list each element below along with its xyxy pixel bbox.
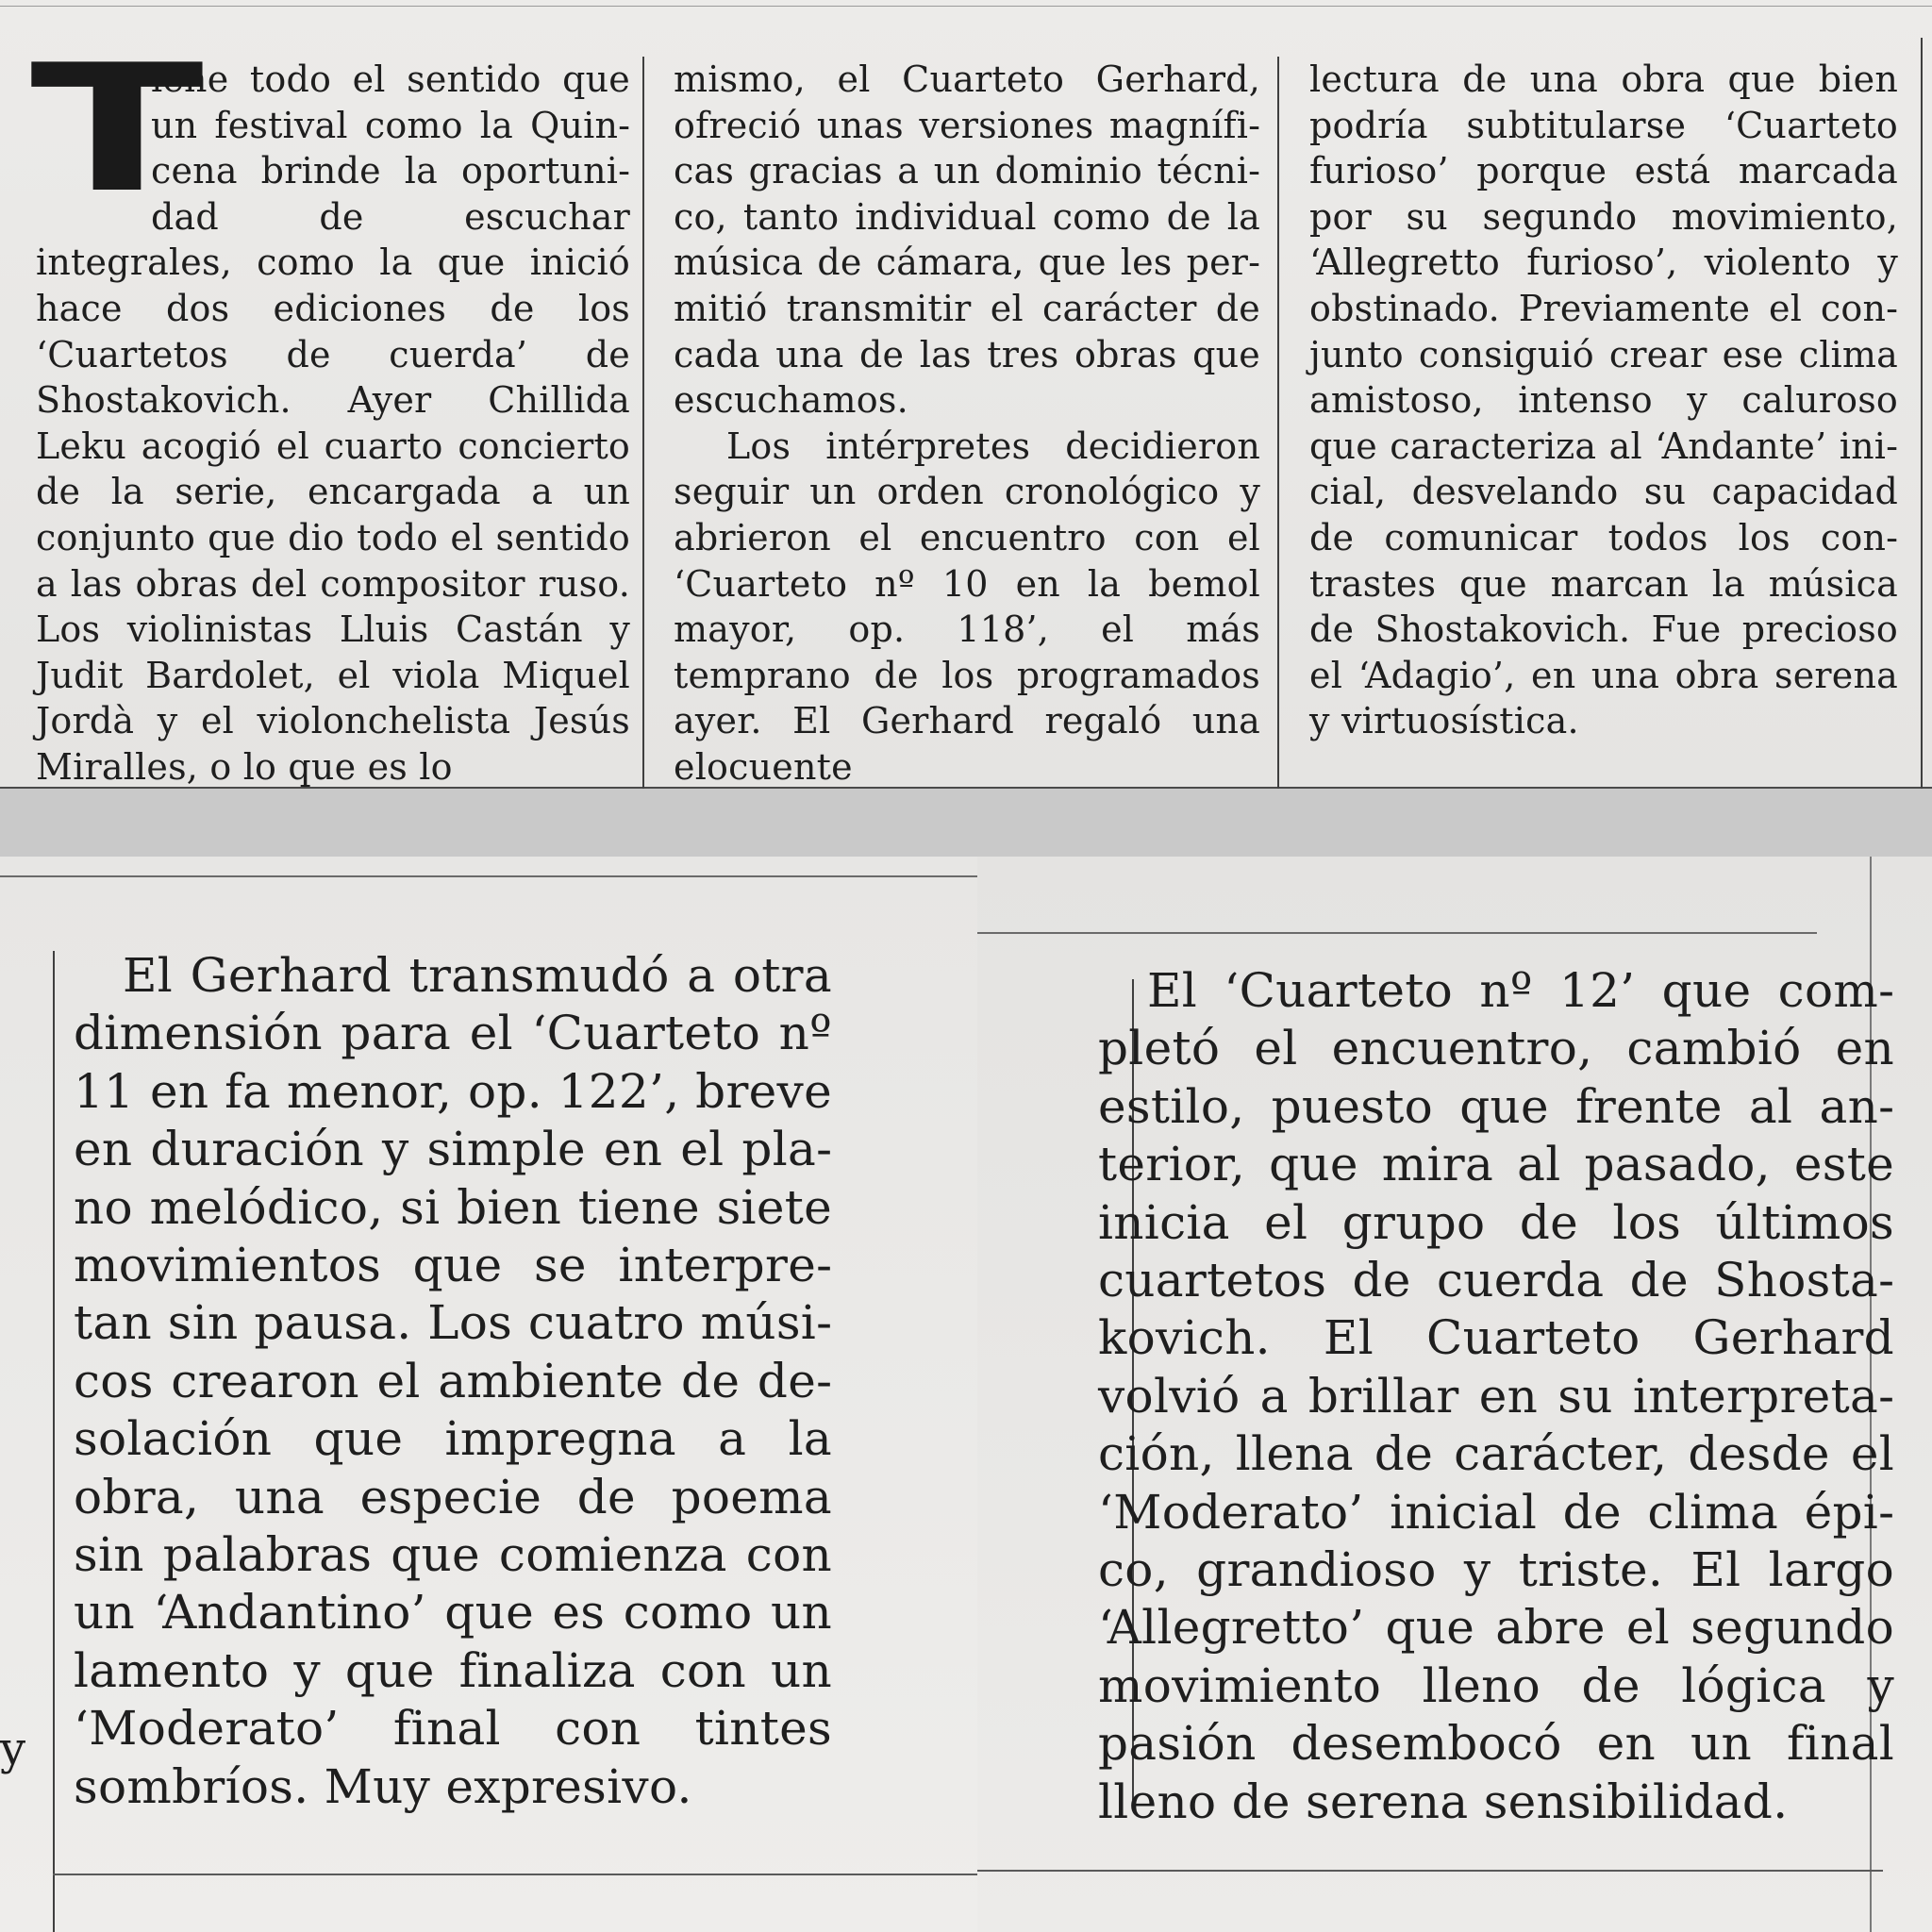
column-rule-3	[1921, 38, 1923, 789]
top-rule	[0, 6, 1932, 7]
bottom-left-rule	[53, 1874, 1030, 1875]
column-3-text: lectura de una obra que bien podría subtitularse ‘Cuarteto furioso’ porque está marcada por su segundo movimiento, ‘Allegretto furioso’, violento y obstinado. Previamente el conjunto consiguió crear ese clima amistoso, intenso y caluroso que caracteriza al ‘Andante’ inicial, desvelando su capacidad de comunicar todos los contrastes que marcan la música de Shostakovich. Fue precioso el ‘Adagio’, en una obra serena y virtuosística.	[1309, 58, 1898, 742]
column-rule-2	[1277, 57, 1279, 789]
bottom-right-clipping	[977, 857, 1932, 1932]
article-column-4	[74, 947, 832, 1909]
article-column-1	[30, 26, 630, 788]
column-5-text: El ‘Cuarteto nº 12’ que completó el encuentro, cambió en estilo, puesto que frente al anterior, que mira al pasado, este inicia el grupo de los últimos cuartetos de cuerda de Shostakovich. El Cuarteto Gerhard volvió a brillar en su interpretación, llena de carácter, desde el ‘Moderato’ inicial de clima épico, grandioso y triste. El largo ‘Allegretto’ que abre el segundo movimiento lleno de lógica y pasión desembocó en un final lleno de serena sensibilidad.	[1098, 963, 1894, 1829]
bottom-right-top-rule	[977, 932, 1817, 934]
margin-fragment: y	[0, 1723, 26, 1775]
bottom-right-rule	[977, 1870, 1883, 1872]
article-column-3	[1309, 57, 1898, 755]
article-column-5	[1098, 962, 1894, 1887]
drop-cap: T	[30, 26, 205, 231]
bottom-left-top-rule	[0, 875, 981, 877]
column-2-paragraph-2: Los intérpretes decidieron seguir un orden cronológico y abrieron el encuentro con el ‘Cuarteto nº 10 en la bemol mayor, op. 118’, el más temprano de los programados ayer. El Gerhard regaló una elocuente	[674, 425, 1260, 788]
article-column-2	[674, 57, 1260, 788]
bottom-left-clipping	[0, 857, 1030, 1932]
column-2-paragraph-1: mismo, el Cuarteto Gerhard, ofreció unas versiones magníficas gracias a un dominio técnico, tanto individual como de la música de cámara, que les permitió transmitir el carácter de cada una de las tres obras que escuchamos.	[674, 58, 1260, 422]
top-clipping	[0, 0, 1932, 789]
column-1-text: iene todo el sentido que un festival como la Quincena brinde la oportunidad de escuchar integrales, como la que inició hace dos ediciones de los ‘Cuartetos de cuerda’ de Shostakovich. Ayer Chillida Leku acogió el cuarto concierto de la serie, encargada a un conjunto que dio todo el sentido a las obras del compositor ruso. Los violinistas Lluis Castán y Judit Bardolet, el viola Miquel Jordà y el violonchelista Jesús Miralles, o lo que es lo	[36, 58, 630, 788]
column-4-text: El Gerhard transmudó a otra dimensión para el ‘Cuarteto nº 11 en fa menor, op. 122’, breve en duración y simple en el plano melódico, si bien tiene siete movimientos que se interpretan sin pausa. Los cuatro músicos crearon el ambiente de desolación que impregna a la obra, una especie de poema sin palabras que comienza con un ‘Andantino’ que es como un lamento y que finaliza con un ‘Moderato’ final con tintes sombríos. Muy expresivo.	[74, 948, 832, 1814]
bottom-left-column-rule	[53, 951, 55, 1932]
column-rule-1	[642, 57, 644, 789]
